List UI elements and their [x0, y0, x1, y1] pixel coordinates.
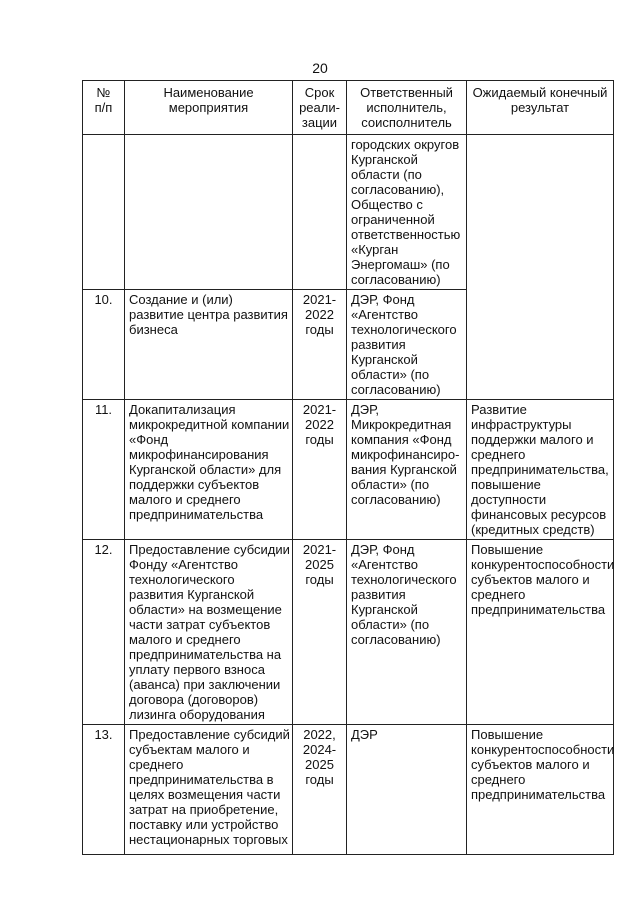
measures-table: [82, 80, 614, 855]
row-responsible-cell: ДЭР, Микрокредитная компания «Фонд микрофинансиро- вания Курганской области» (по согласованию): [347, 400, 467, 540]
row-num-cell: 12.: [83, 540, 125, 725]
row-result-cell: [467, 135, 614, 400]
row-num-cell: [83, 135, 125, 290]
row-num-cell: 13.: [83, 725, 125, 855]
row-name-cell: Создание и (или) развитие центра развития бизнеса: [125, 290, 293, 400]
row-name-cell: [125, 135, 293, 290]
row-result-cell: Повышение конкурентоспособности субъектов малого и среднего предпринимательства: [467, 540, 614, 725]
table-header-row: [83, 81, 614, 135]
row-responsible-cell: ДЭР, Фонд «Агентство технологического развития Курганской области» (по согласованию): [347, 290, 467, 400]
row-num-cell: 10.: [83, 290, 125, 400]
row-term-cell: 2021- 2022 годы: [293, 400, 347, 540]
row-term-cell: [293, 135, 347, 290]
header-responsible: Ответственный исполнитель, соисполнитель: [347, 81, 467, 135]
row-responsible-cell: городских округов Курганской области (по согласованию), Общество с ограниченной ответственностью «Курган Энергомаш» (по согласованию): [347, 135, 467, 290]
header-num: № п/п: [83, 81, 125, 135]
table-row: [83, 540, 614, 725]
row-term-cell: 2021- 2025 годы: [293, 540, 347, 725]
page-number: 20: [312, 60, 328, 76]
header-name: Наименование мероприятия: [125, 81, 293, 135]
row-name-cell: Докапитализация микрокредитной компании «Фонд микрофинансирования Курганской области» для поддержки субъектов малого и среднего предпринимательства: [125, 400, 293, 540]
header-result: Ожидаемый конечный результат: [467, 81, 614, 135]
table-row: [83, 400, 614, 540]
row-responsible-cell: ДЭР, Фонд «Агентство технологического развития Курганской области» (по согласованию): [347, 540, 467, 725]
row-num-cell: 11.: [83, 400, 125, 540]
row-term-cell: 2021- 2022 годы: [293, 290, 347, 400]
table-row: [83, 135, 614, 290]
row-name-cell: Предоставление субсидий субъектам малого и среднего предпринимательства в целях возмещения части затрат на приобретение, поставку или устройство нестационарных торговых: [125, 725, 293, 855]
row-term-cell: 2022, 2024- 2025 годы: [293, 725, 347, 855]
row-result-cell: Повышение конкурентоспособности субъектов малого и среднего предпринимательства: [467, 725, 614, 855]
row-name-cell: Предоставление субсидии Фонду «Агентство технологического развития Курганской области» на возмещение части затрат субъектов малого и среднего предпринимательства на уплату первого взноса (аванса) при заключении договора (договоров) лизинга оборудования: [125, 540, 293, 725]
row-responsible-cell: ДЭР: [347, 725, 467, 855]
row-result-cell: Развитие инфраструктуры поддержки малого и среднего предпринимательства, повышение доступности финансовых ресурсов (кредитных средств): [467, 400, 614, 540]
table-row: [83, 725, 614, 855]
header-term: Срок реали- зации: [293, 81, 347, 135]
